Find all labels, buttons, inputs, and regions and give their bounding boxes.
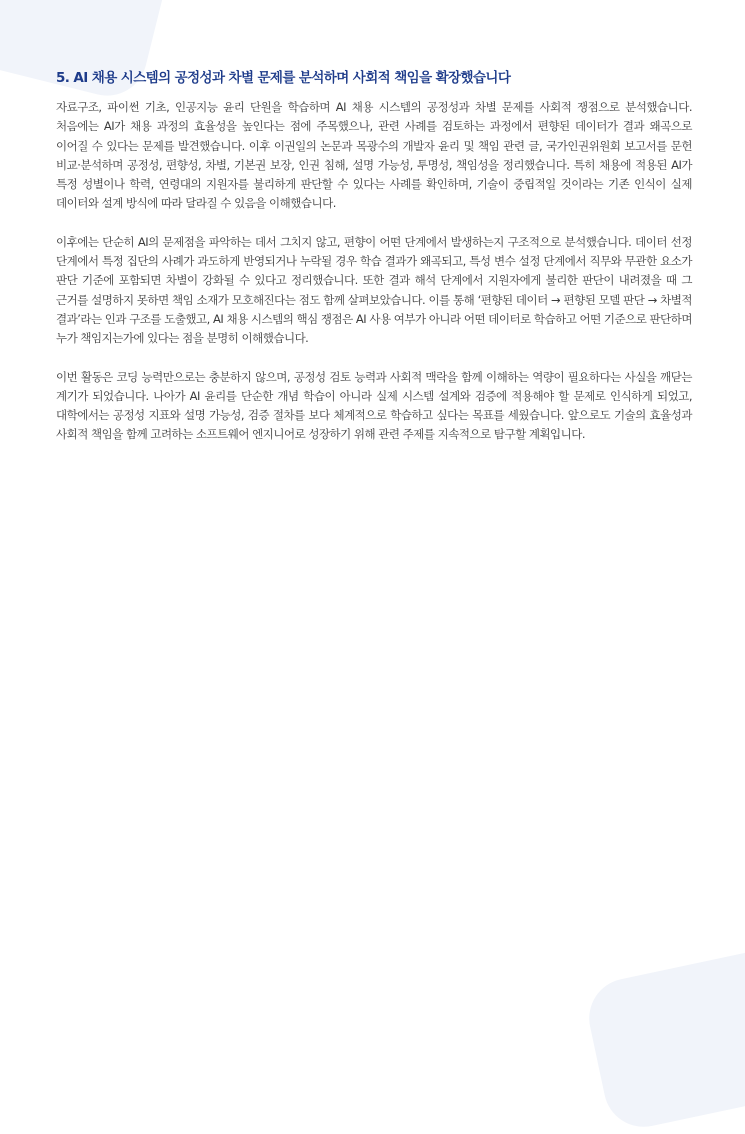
paragraph-1: 자료구조, 파이썬 기초, 인공지능 윤리 단원을 학습하며 AI 채용 시스템의 공정성과 차별 문제를 사회적 쟁점으로 분석했습니다. 처음에는 AI가 채용 과정의 효율성을 높인다는 점에 주목했으나, 관련 사례를 검토하는 과정에서 편향된 데이터가 결과 왜곡으로 이어질 수 있다는 문제를 발견했습니다. 이후 이권일의 논문과 목광수의 개발자 윤리 및 책임 관련 글, 국가인권위원회 보고서를 문헌 비교·분석하며 공정성, 편향성, 차별, 기본권 보장, 인권 침해, 설명 가능성, 투명성, 책임성을 정리했습니다. 특히 채용에 적용된 AI가 특정 성별이나 학력, 연령대의 지원자를 불리하게 판단할 수 있다는 사례를 확인하며, 기술이 중립적일 것이라는 기존 인식이 실제 데이터와 설계 방식에 따라 달라질 수 있음을 이해했습니다. [56, 100, 692, 211]
paragraph-3: 이번 활동은 코딩 능력만으로는 충분하지 않으며, 공정성 검토 능력과 사회적 맥락을 함께 이해하는 역량이 필요하다는 사실을 깨닫는 계기가 되었습니다. 나아가 AI 윤리를 단순한 개념 학습이 아니라 실제 시스템 설계와 검증에 적용해야 할 문제로 인식하게 되었고, 대학에서는 공정성 지표와 설명 가능성, 검증 절차를 보다 체계적으로 학습하고 싶다는 목표를 세웠습니다. 앞으로도 기술의 효율성과 사회적 책임을 함께 고려하는 소프트웨어 엔지니어로 성장하기 위해 관련 주제를 지속적으로 탐구할 계획입니다. [56, 369, 692, 442]
paragraph-2: 이후에는 단순히 AI의 문제점을 파악하는 데서 그치지 않고, 편향이 어떤 단계에서 발생하는지 구조적으로 분석했습니다. 데이터 선정 단계에서 특정 집단의 사례가 과도하게 반영되거나 누락될 경우 학습 결과가 왜곡되고, 특성 변수 설정 단계에서 직무와 무관한 요소가 판단 기준에 포함되면 차별이 강화될 수 있다고 정리했습니다. 또한 결과 해석 단계에서 지원자에게 불리한 판단이 내려졌을 때 그 근거를 설명하지 못하면 책임 소재가 모호해진다는 점도 함께 살펴보았습니다. 이를 통해 ‘편향된 데이터 → 편향된 모델 판단 → 차별적 결과’라는 인과 구조를 도출했고, AI 채용 시스템의 핵심 쟁점은 AI 사용 여부가 아니라 어떤 데이터로 학습하고 어떤 기준으로 판단하며 누가 책임지는가에 있다는 점을 분명히 이해했습니다. [56, 234, 692, 346]
document-body [56, 68, 692, 464]
corner-decoration-bottom [582, 942, 745, 1134]
section-heading: 5. AI 채용 시스템의 공정성과 차별 문제를 분석하며 사회적 책임을 확장했습니다 [56, 70, 511, 86]
